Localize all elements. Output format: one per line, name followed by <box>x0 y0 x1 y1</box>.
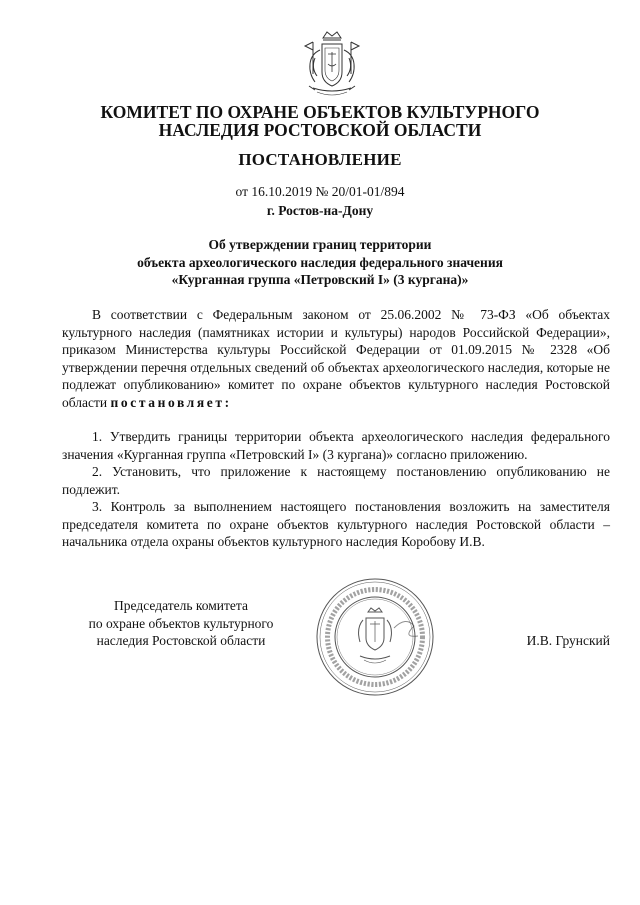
document-title <box>0 236 640 289</box>
signatory-name: И.В. Грунский <box>526 633 610 648</box>
document-body <box>62 306 610 551</box>
signatory-title <box>62 597 300 650</box>
document-date-number: от 16.10.2019 № 20/01-01/894 <box>235 184 405 199</box>
preamble-paragraph <box>62 306 610 411</box>
resolve-word: постановляет: <box>110 394 232 410</box>
document-type: ПОСТАНОВЛЕНИЕ <box>238 150 402 169</box>
title-line-2: объекта археологического наследия федерального значения <box>137 254 503 270</box>
organization-name <box>0 103 640 139</box>
org-line-1: КОМИТЕТ ПО ОХРАНЕ ОБЪЕКТОВ КУЛЬТУРНОГО <box>100 102 540 122</box>
coat-of-arms-icon <box>301 28 363 104</box>
signatory-line-3: наследия Ростовской области <box>96 633 266 648</box>
item-1-paragraph: 1. Утвердить границы территории объекта археологического наследия федерального значения «Курганная группа «Петровский I» (3 кургана)» согласно приложению. <box>62 429 610 462</box>
signatory-line-1: Председатель комитета <box>114 598 248 613</box>
title-line-3: «Курганная группа «Петровский I» (3 кургана)» <box>171 272 469 287</box>
title-line-1: Об утверждении границ территории <box>208 237 432 252</box>
document-city: г. Ростов-на-Дону <box>266 203 374 218</box>
item-2-paragraph: 2. Установить, что приложение к настоящему постановлению опубликованию не подлежит. <box>62 464 610 497</box>
preamble-text: В соответствии с Федеральным законом от 25.06.2002 № 73-ФЗ «Об объектах культурного наследия (памятниках истории и культуры) народов Российской Федерации», приказом Министерства культуры Российской Федерации от 01.09.2015 № 2328 «Об утверждении перечня отдельных сведений об объектах археологического наследия, которые не подлежат опубликованию» комитет по охране объектов культурного наследия Ростовской области <box>62 307 610 410</box>
item-3-paragraph: 3. Контроль за выполнением настоящего постановления возложить на заместителя председателя комитета по охране объектов культурного наследия Ростовской области – начальника отдела охраны объектов культурного наследия Коробову И.В. <box>62 499 610 549</box>
org-line-2: НАСЛЕДИЯ РОСТОВСКОЙ ОБЛАСТИ <box>158 120 482 140</box>
official-stamp-seal <box>314 576 436 698</box>
signatory-line-2: по охране объектов культурного <box>88 615 274 631</box>
